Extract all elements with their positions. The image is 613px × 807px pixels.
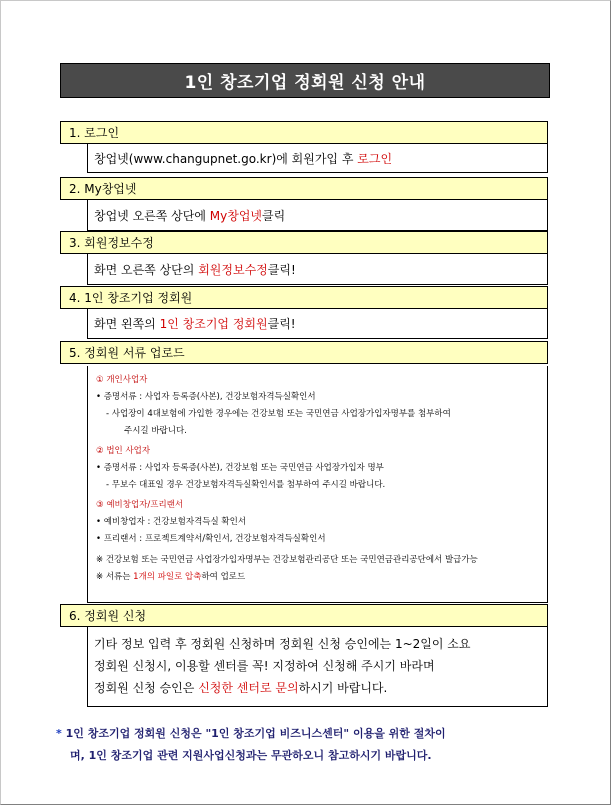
note-1: ※ 건강보험 또는 국민연금 사업장가입자명부는 건강보험관리공단 또는 국민연금관리공단에서 발급가능	[96, 555, 478, 565]
note-2-highlight: 1개의 파일로 압축	[133, 572, 202, 582]
section-1-body	[87, 144, 548, 173]
final-line3-highlight: 신청한 센터로 문의	[198, 681, 299, 695]
section-3-header: 3. 회원정보수정	[60, 231, 548, 254]
section-3-text: 화면 오른쪽 상단의	[94, 262, 195, 277]
section-4-body	[87, 309, 548, 339]
final-line3-post: 하시기 바랍니다.	[298, 681, 388, 695]
note-2-pre: ※ 서류는	[96, 572, 134, 582]
prestart-title: ③ 예비창업자/프리랜서	[96, 500, 184, 510]
individual-line3: 주시길 바랍니다.	[124, 426, 187, 436]
section-2-body	[87, 200, 548, 231]
section-3-highlight: 회원정보수정	[198, 262, 268, 277]
notice-star: *	[56, 727, 62, 740]
section-1-text: 창업넷(www.changupnet.go.kr)에 회원가입 후	[94, 151, 354, 166]
final-line1: 기타 정보 입력 후 정회원 신청하며 정회원 신청 승인에는 1~2일이 소요	[94, 637, 471, 651]
individual-title: ① 개인사업자	[96, 375, 148, 385]
notice-line1: 1인 창조기업 정회원 신청은 "1인 창조기업 비즈니스센터" 이용을 위한 절차이	[61, 727, 446, 740]
individual-line2: - 사업장이 4대보험에 가입한 경우에는 건강보험 또는 국민연금 사업장가입자명부를 첨부하여	[106, 409, 451, 419]
section-3-body	[87, 254, 548, 285]
document-requirements	[87, 366, 548, 603]
note-2	[96, 569, 541, 586]
section-4-highlight: 1인 창조기업 정회원	[159, 317, 268, 331]
page-title: 1인 창조기업 정회원 신청 안내	[60, 63, 550, 98]
notice-line2: 며, 1인 창조기업 관련 지원사업신청과는 무관하오니 참고하시기 바랍니다.	[70, 749, 432, 762]
final-line3	[94, 677, 547, 699]
section-6-header: 6. 정회원 신청	[60, 604, 548, 627]
final-line3-pre: 정회원 신청 승인은	[94, 681, 199, 695]
prestart-line2: • 프리랜서 : 프로젝트계약서/확인서, 건강보험자격득실확인서	[96, 534, 326, 544]
section-3-post: 클릭!	[267, 262, 296, 277]
section-2-highlight: My창업넷	[209, 208, 263, 223]
corporate-title: ② 법인 사업자	[96, 446, 151, 456]
note-2-post: 하여 업로드	[201, 572, 246, 582]
prestart-line1: • 예비창업자 : 건강보험자격득실 확인서	[96, 517, 247, 527]
section-4-header: 4. 1인 창조기업 정회원	[60, 286, 548, 309]
section-2-text: 창업넷 오른쪽 상단에	[94, 208, 206, 223]
final-instructions	[87, 627, 548, 707]
individual-line1: • 증명서류 : 사업자 등록증(사본), 건강보험자격득실확인서	[96, 392, 316, 402]
corporate-line1: • 증명서류 : 사업자 등록증(사본), 건강보험 또는 국민연금 사업장가입자 명부	[96, 463, 384, 473]
final-line2: 정회원 신청시, 이용할 센터를 꼭! 지정하여 신청해 주시기 바라며	[94, 659, 435, 673]
section-1-header: 1. 로그인	[60, 121, 548, 144]
section-4-text: 화면 왼쪽의	[94, 317, 156, 331]
section-2-header: 2. My창업넷	[60, 177, 548, 200]
section-2-post: 클릭	[262, 208, 286, 223]
section-4-post: 클릭!	[267, 317, 296, 331]
section-5-header: 5. 정회원 서류 업로드	[60, 341, 548, 364]
bottom-notice	[56, 723, 556, 767]
corporate-line2: - 무보수 대표일 경우 건강보험자격득실확인서를 첨부하여 주시길 바랍니다.	[106, 480, 386, 490]
section-1-highlight: 로그인	[357, 151, 393, 166]
